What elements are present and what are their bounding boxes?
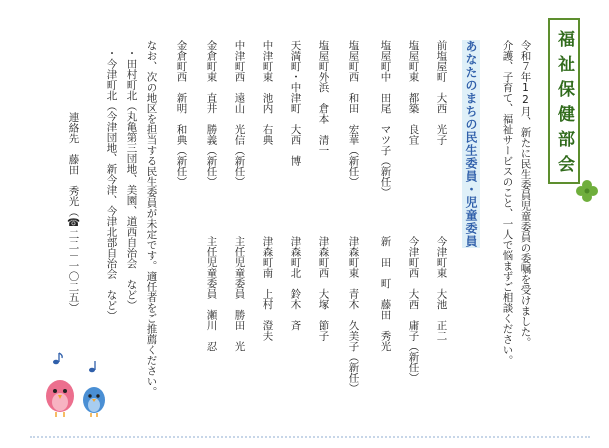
member-entry: 中津町西 遠山 光信（新任） bbox=[233, 40, 246, 187]
member-entry: 金倉町西 新明 和典（新任） bbox=[175, 40, 188, 187]
member-entry: 主任児童委員 瀬川 忍 bbox=[205, 236, 218, 352]
intro-line-2: 介護、子育て、福祉サービスのこと、一人で悩まずご相談ください。 bbox=[501, 40, 514, 366]
contact-info: 連絡先 藤田 秀光（☎二二－一〇二五） bbox=[67, 112, 80, 313]
member-entry: 塩屋町外浜 倉本 清一 bbox=[317, 40, 330, 156]
music-note-icon bbox=[53, 353, 62, 364]
notes-line-2: ・田村町北（丸亀第三団地、美園、道西自治会 など） bbox=[125, 48, 138, 311]
member-entry: 前塩屋町 大西 光子 bbox=[435, 40, 448, 145]
pink-bird-icon bbox=[46, 380, 74, 417]
member-entry: 今津町東 大池 正二 bbox=[435, 236, 448, 341]
member-entry: 主任児童委員 勝田 光 bbox=[233, 236, 246, 352]
member-entry: 塩屋町西 和田 宏華（新任） bbox=[347, 40, 360, 187]
blue-bird-icon bbox=[83, 387, 105, 417]
member-entry: 津森町西 大塚 節子 bbox=[317, 236, 330, 341]
member-entry: 新 田 町 藤田 秀光 bbox=[379, 236, 392, 352]
member-entry: 中津町東 池内 右典 bbox=[261, 40, 274, 145]
intro-line-1: 令和７年12月、新たに民生委員児童委員の委嘱を受けました。 bbox=[519, 40, 532, 348]
section-heading: あなたのまちの民生委員・児童委員 bbox=[464, 40, 478, 248]
title-box bbox=[548, 18, 580, 184]
notes-line-1: なお、次の地区を担当する民生委員が未定です。適任者をご推薦ください。 bbox=[145, 40, 158, 397]
member-entry: 津森町南 上村 澄夫 bbox=[261, 236, 274, 341]
member-entry: 津森町北 鈴木 斉 bbox=[289, 236, 302, 331]
music-note-icon bbox=[89, 361, 95, 372]
dotted-divider bbox=[30, 436, 590, 438]
member-entry: 天満町・中津町 大西 博 bbox=[289, 40, 302, 166]
member-entry: 今津町西 大西 庸子（新任） bbox=[407, 236, 420, 383]
member-entry: 金倉町東 直井 勝義（新任） bbox=[205, 40, 218, 187]
member-entry: 塩屋町東 都築 良宜 bbox=[407, 40, 420, 145]
member-entry: 津森町東 青木 久美子（新任） bbox=[347, 236, 360, 394]
page-title: 福祉保健部会 bbox=[554, 30, 574, 180]
member-entry: 塩屋町中 田尾 マツ子（新任） bbox=[379, 40, 392, 198]
birds-illustration bbox=[36, 350, 116, 420]
notes-line-3: ・今津町北（今津団地、新今津、今津北部自治会 など） bbox=[105, 48, 118, 321]
clover-icon bbox=[574, 178, 600, 204]
